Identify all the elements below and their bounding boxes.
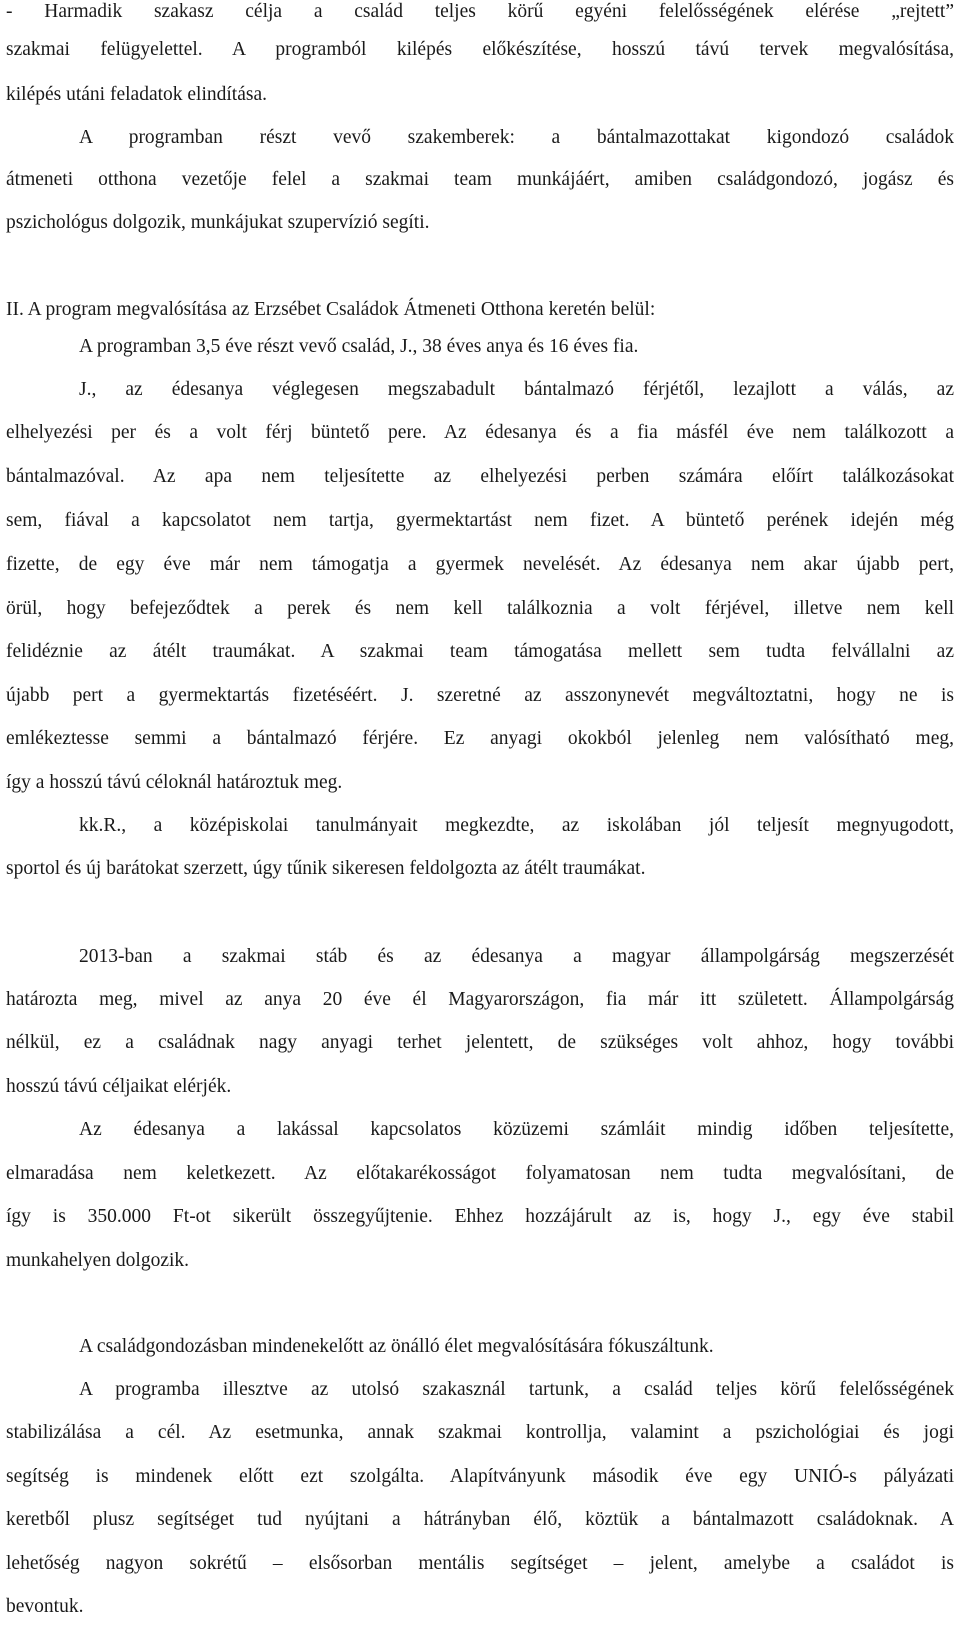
text-line: sem, fiával a kapcsolatot nem tartja, gyermektartást nem fizet. A büntető perének idején még: [6, 510, 954, 531]
text-line: újabb pert a gyermektartás fizetéséért. J. szeretné az asszonynevét megváltoztatni, hogy ne is: [6, 685, 954, 706]
text-line: fizette, de egy éve már nem támogatja a gyermek nevelését. Az édesanya nem akar újabb pert,: [6, 554, 954, 575]
text-line: A programban részt vevő szakemberek: a bántalmazottakat kigondozó családok: [79, 127, 954, 148]
text-line: sportol és új barátokat szerzett, úgy tűnik sikeresen feldolgozta az átélt traumákat.: [6, 858, 646, 879]
text-line: örül, hogy befejeződtek a perek és nem kell találkoznia a volt férjével, illetve nem kell: [6, 598, 954, 619]
text-line: bevontuk.: [6, 1596, 84, 1617]
text-line: keretből plusz segítséget tud nyújtani a hátrányban élő, köztük a bántalmazott családoknak. A: [6, 1509, 954, 1530]
text-line: kk.R., a középiskolai tanulmányait megkezdte, az iskolában jól teljesít megnyugodott,: [79, 815, 954, 836]
text-line: Az édesanya a lakással kapcsolatos közüzemi számláit mindig időben teljesítette,: [79, 1119, 954, 1140]
text-line: szakmai felügyelettel. A programból kilépés előkészítése, hosszú távú tervek megvalósítása,: [6, 39, 954, 60]
text-line: kilépés utáni feladatok elindítása.: [6, 84, 267, 105]
text-line: elhelyezési per és a volt férj büntető pere. Az édesanya és a fia másfél éve nem találkozott a: [6, 422, 954, 443]
text-line: így a hosszú távú céloknál határoztuk meg.: [6, 772, 343, 793]
text-line: átmeneti otthona vezetője felel a szakmai team munkájáért, amiben családgondozó, jogász és: [6, 169, 954, 190]
text-line: J., az édesanya véglegesen megszabadult bántalmazó férjétől, lezajlott a válás, az: [79, 379, 954, 400]
text-line: - Harmadik szakasz célja a család teljes körű egyéni felelősségének elérése „rejtett”: [6, 1, 954, 22]
text-line: elmaradása nem keletkezett. Az előtakarékosságot folyamatosan nem tudta megvalósítani, de: [6, 1163, 954, 1184]
text-line: emlékeztesse semmi a bántalmazó férjére. Ez anyagi okokból jelenleg nem valósítható meg,: [6, 728, 954, 749]
section-heading: II. A program megvalósítása az Erzsébet Családok Átmeneti Otthona keretén belül:: [6, 299, 656, 320]
text-line: felidéznie az átélt traumákat. A szakmai team támogatása mellett sem tudta felvállalni az: [6, 641, 954, 662]
text-line: nélkül, ez a családnak nagy anyagi terhet jelentett, de szükséges volt ahhoz, hogy további: [6, 1032, 954, 1053]
text-line: munkahelyen dolgozik.: [6, 1250, 190, 1271]
text-line: bántalmazóval. Az apa nem teljesítette az elhelyezési perben számára előírt találkozásokat: [6, 466, 954, 487]
text-line: pszichológus dolgozik, munkájukat szupervízió segíti.: [6, 212, 430, 233]
text-line: lehetőség nagyon sokrétű – elsősorban mentális segítséget – jelent, amelybe a családot is: [6, 1553, 954, 1574]
text-line: stabilizálása a cél. Az esetmunka, annak szakmai kontrollja, valamint a pszichológiai és jogi: [6, 1422, 954, 1443]
text-line: A programba illesztve az utolsó szakasznál tartunk, a család teljes körű felelősségének: [79, 1379, 954, 1400]
text-line: segítség is mindenek előtt ezt szolgálta. Alapítványunk második éve egy UNIÓ-s pályázati: [6, 1466, 954, 1487]
text-line: A családgondozásban mindenekelőtt az önálló élet megvalósítására fókuszáltunk.: [79, 1336, 714, 1357]
text-line: így is 350.000 Ft-ot sikerült összegyűjtenie. Ehhez hozzájárult az is, hogy J., egy éve stabil: [6, 1206, 954, 1227]
text-line: 2013-ban a szakmai stáb és az édesanya a magyar állampolgárság megszerzését: [79, 946, 954, 967]
text-line: határozta meg, mivel az anya 20 éve él Magyarországon, fia már itt született. Állampolgárság: [6, 989, 954, 1010]
text-line: hosszú távú céljaikat elérjék.: [6, 1076, 232, 1097]
text-line: A programban 3,5 éve részt vevő család, J., 38 éves anya és 16 éves fia.: [79, 336, 639, 357]
